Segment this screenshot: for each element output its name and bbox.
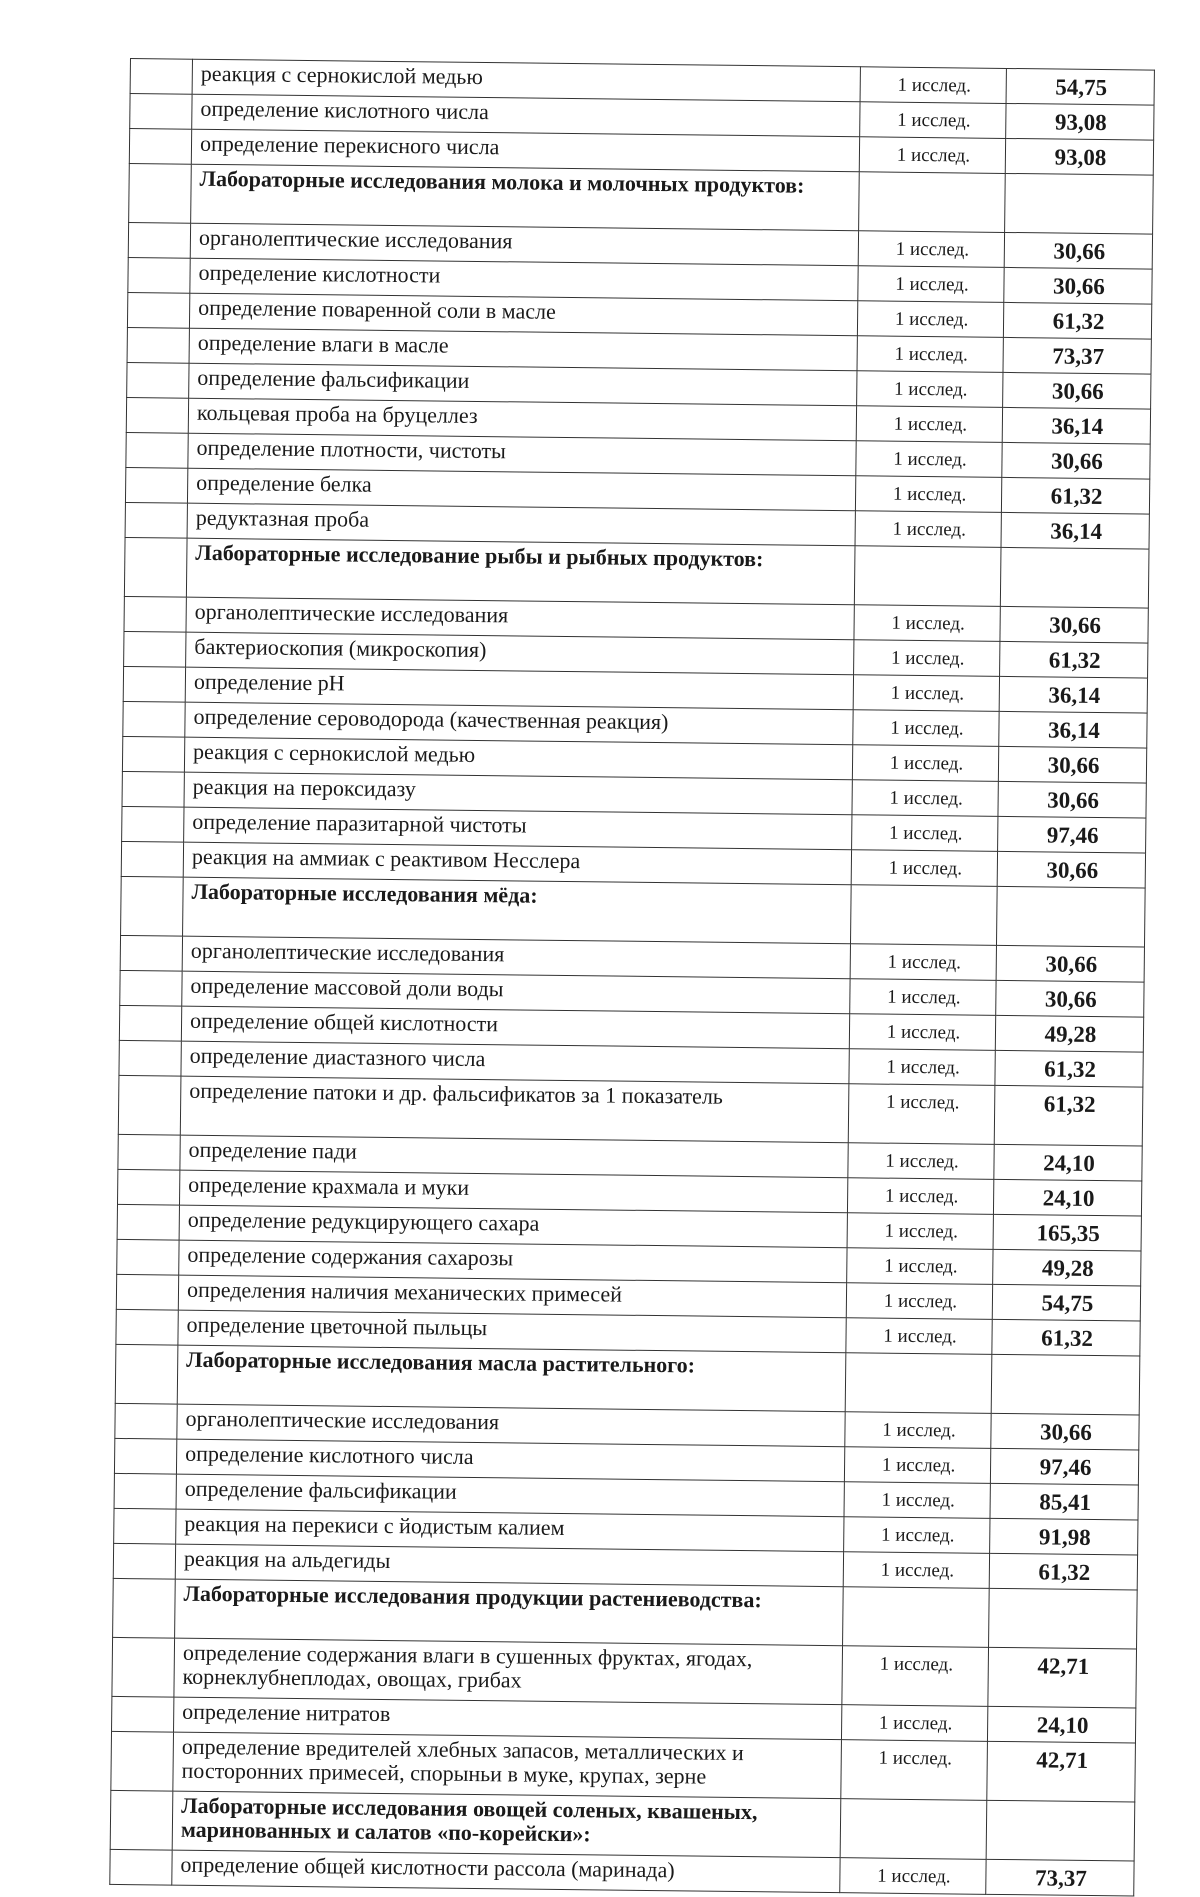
unit-cell: 1 исслед. [854,605,1000,642]
price-table [109,58,1155,1897]
row-number-cell [126,432,188,468]
service-name: определение диастазного числа [181,1041,849,1084]
service-name: определение фальсификации [189,363,857,406]
row-number-cell [116,1309,178,1345]
row-number-cell [123,666,185,702]
service-name: определение общей кислотности рассола (маринада) [172,1850,840,1893]
service-name: определения наличия механических примесей [178,1275,846,1318]
service-name: определение перекисного числа [191,129,859,172]
unit-cell: 1 исслед. [850,944,996,981]
price-cell: 61,32 [994,1085,1143,1146]
unit-cell: 1 исслед. [846,1318,992,1355]
price-cell: 24,10 [993,1179,1141,1216]
unit-cell: 1 исслед. [842,1646,989,1707]
price-cell: 36,14 [999,676,1147,713]
service-name: реакция с сернокислой медью [192,59,860,102]
row-number-cell [126,397,188,433]
row-number-cell [110,1790,173,1850]
service-name: определение паразитарной чистоты [184,807,852,850]
service-name: реакция на альдегиды [175,1544,843,1587]
unit-cell: 1 исслед. [844,1447,990,1484]
unit-cell: 1 исслед. [844,1482,990,1519]
section-title: Лабораторные исследования мёда: [183,877,852,944]
price-cell: 61,32 [1000,641,1148,678]
price-cell: 49,28 [995,1015,1143,1052]
price-cell: 165,35 [993,1214,1141,1251]
service-name: определение патоки и др. фальсификатов за 1 показатель [180,1076,849,1143]
unit-cell: 1 исслед. [855,511,1001,548]
price-cell [989,1588,1138,1649]
row-number-cell [118,1075,181,1135]
row-number-cell [121,876,184,936]
row-number-cell [115,1403,177,1439]
service-name: определение кислотного числа [176,1439,844,1482]
price-cell [986,1800,1135,1861]
row-number-cell [120,970,182,1006]
row-number-cell [130,59,192,95]
price-cell: 30,66 [996,980,1144,1017]
unit-cell: 1 исслед. [853,675,999,712]
price-cell: 73,37 [986,1859,1134,1896]
service-name: определение крахмала и муки [179,1170,847,1213]
service-name: реакция с сернокислой медью [184,737,852,780]
section-title: Лабораторные исследования продукции растениеводства: [175,1579,844,1646]
service-name: реакция на пероксидазу [184,772,852,815]
unit-cell: 1 исслед. [845,1412,991,1449]
section-title: Лабораторные исследование рыбы и рыбных продуктов: [186,538,855,605]
unit-cell: 1 исслед. [846,1283,992,1320]
row-number-cell [125,502,187,538]
price-cell: 93,08 [1006,103,1154,140]
unit-cell: 1 исслед. [843,1552,989,1589]
service-name: определение кислотности [190,258,858,301]
section-title: Лабораторные исследования масла растительного: [177,1345,846,1412]
row-number-cell [129,163,192,223]
service-name: кольцевая проба на бруцеллез [188,398,856,441]
service-name: определение содержания сахарозы [179,1240,847,1283]
price-table-body [110,59,1155,1896]
service-name: органолептические исследования [186,597,854,640]
row-number-cell [122,806,184,842]
price-cell: 97,46 [998,816,1146,853]
price-cell: 36,14 [999,711,1147,748]
service-name: определение пади [180,1135,848,1178]
row-number-cell [122,736,184,772]
unit-cell: 1 исслед. [848,1084,995,1145]
unit-cell: 1 исслед. [854,640,1000,677]
service-name: определение кислотного числа [192,94,860,137]
price-cell: 97,46 [990,1448,1138,1485]
row-number-cell [124,596,186,632]
service-name: определение фальсификации [176,1474,844,1517]
unit-cell: 1 исслед. [844,1517,990,1554]
price-cell [996,886,1145,947]
unit-cell [859,172,1006,233]
service-name: реакция на аммиак с реактивом Несслера [183,842,851,885]
row-number-cell [115,1344,178,1404]
unit-cell: 1 исслед. [841,1705,987,1742]
price-cell [991,1354,1140,1415]
price-cell: 36,14 [1001,512,1149,549]
row-number-cell [117,1239,179,1275]
unit-cell: 1 исслед. [848,1143,994,1180]
unit-cell: 1 исслед. [856,441,1002,478]
price-cell: 54,75 [1006,68,1154,105]
row-number-cell [111,1731,174,1791]
unit-cell: 1 исслед. [847,1178,993,1215]
unit-cell: 1 исслед. [851,850,997,887]
unit-cell [850,885,997,946]
row-number-cell [121,841,183,877]
price-cell: 93,08 [1005,138,1153,175]
unit-cell: 1 исслед. [852,780,998,817]
row-number-cell [113,1578,176,1638]
row-number-cell [120,935,182,971]
service-name: определение поваренной соли в масле [189,293,857,336]
unit-cell: 1 исслед. [856,406,1002,443]
unit-cell: 1 исслед. [849,1014,995,1051]
price-list-page [109,58,1154,1896]
service-name: бактериоскопия (микроскопия) [186,632,854,675]
unit-cell: 1 исслед. [857,371,1003,408]
service-name: органолептические исследования [190,223,858,266]
row-number-cell [124,631,186,667]
unit-cell [843,1587,990,1648]
row-number-cell [127,292,189,328]
price-cell [1005,173,1154,234]
unit-cell: 1 исслед. [841,1740,988,1801]
price-cell: 30,66 [1000,606,1148,643]
service-name: определение содержания влаги в сушенных фруктах, ягодах, корнеклубнеплодах, овощах, грибах [174,1638,843,1705]
row-number-cell [112,1696,174,1732]
price-cell: 61,32 [989,1553,1137,1590]
unit-cell: 1 исслед. [857,301,1003,338]
row-number-cell [114,1508,176,1544]
price-cell: 24,10 [994,1144,1142,1181]
price-cell: 24,10 [987,1706,1135,1743]
unit-cell [840,1799,987,1860]
row-number-cell [114,1473,176,1509]
row-number-cell [118,1134,180,1170]
service-name: определение плотности, чистоты [188,433,856,476]
price-cell: 42,71 [988,1647,1137,1708]
price-cell: 61,32 [992,1319,1140,1356]
service-name: определение белка [187,468,855,511]
price-cell: 73,37 [1003,337,1151,374]
price-cell: 30,66 [997,851,1145,888]
row-number-cell [117,1204,179,1240]
section-title: Лабораторные исследования овощей соленых, квашеных, маринованных и салатов «по-корейски»: [172,1791,841,1858]
row-number-cell [113,1543,175,1579]
service-name: определение массовой доли воды [182,971,850,1014]
service-name: определение влаги в масле [189,328,857,371]
row-number-cell [116,1274,178,1310]
row-number-cell [119,1005,181,1041]
price-cell: 36,14 [1002,407,1150,444]
row-number-cell [110,1849,172,1885]
row-number-cell [114,1438,176,1474]
price-cell [1000,547,1149,608]
price-cell: 61,32 [1001,477,1149,514]
row-number-cell [125,467,187,503]
service-name: органолептические исследования [177,1404,845,1447]
unit-cell: 1 исслед. [857,336,1003,373]
unit-cell: 1 исслед. [847,1213,993,1250]
row-number-cell [129,129,191,165]
price-cell: 91,98 [990,1518,1138,1555]
unit-cell: 1 исслед. [860,102,1006,139]
price-cell: 30,66 [1002,442,1150,479]
section-title: Лабораторные исследования молока и молочных продуктов: [191,164,860,231]
service-name: редуктазная проба [187,503,855,546]
row-number-cell [124,537,187,597]
row-number-cell [122,771,184,807]
service-name: определение редукцирующего сахара [179,1205,847,1248]
price-cell: 30,66 [991,1413,1139,1450]
unit-cell: 1 исслед. [860,67,1006,104]
service-name: реакция на перекиси с йодистым калием [176,1509,844,1552]
service-name: определение сероводорода (качественная реакция) [185,702,853,745]
unit-cell: 1 исслед. [850,979,996,1016]
price-cell: 61,32 [1003,302,1151,339]
row-number-cell [127,362,189,398]
price-cell: 49,28 [993,1249,1141,1286]
price-cell: 30,66 [1003,372,1151,409]
price-cell: 54,75 [992,1284,1140,1321]
price-cell: 85,41 [990,1483,1138,1520]
unit-cell: 1 исслед. [853,710,999,747]
row-number-cell [127,327,189,363]
unit-cell: 1 исслед. [859,137,1005,174]
row-number-cell [117,1169,179,1205]
price-cell: 30,66 [998,746,1146,783]
row-number-cell [128,222,190,258]
unit-cell [854,546,1001,607]
service-name: определение pH [185,667,853,710]
price-cell: 30,66 [998,781,1146,818]
unit-cell: 1 исслед. [858,266,1004,303]
unit-cell: 1 исслед. [858,231,1004,268]
price-cell: 42,71 [987,1741,1136,1802]
service-name: определение цветочной пыльцы [178,1310,846,1353]
unit-cell: 1 исслед. [847,1248,993,1285]
row-number-cell [130,94,192,130]
service-name: определение вредителей хлебных запасов, металлических и посторонних примесей, спорыньи в муке, крупах, зерне [173,1732,842,1799]
unit-cell: 1 исслед. [855,476,1001,513]
price-cell: 30,66 [996,945,1144,982]
row-number-cell [123,701,185,737]
unit-cell [845,1353,992,1414]
service-name: органолептические исследования [182,936,850,979]
row-number-cell [128,257,190,293]
row-number-cell [112,1637,175,1697]
unit-cell: 1 исслед. [849,1049,995,1086]
service-name: определение нитратов [174,1697,842,1740]
service-name: определение общей кислотности [181,1006,849,1049]
unit-cell: 1 исслед. [840,1858,986,1895]
price-cell: 30,66 [1004,232,1152,269]
price-cell: 61,32 [995,1050,1143,1087]
price-cell: 30,66 [1004,267,1152,304]
unit-cell: 1 исслед. [852,745,998,782]
unit-cell: 1 исслед. [852,815,998,852]
row-number-cell [119,1040,181,1076]
